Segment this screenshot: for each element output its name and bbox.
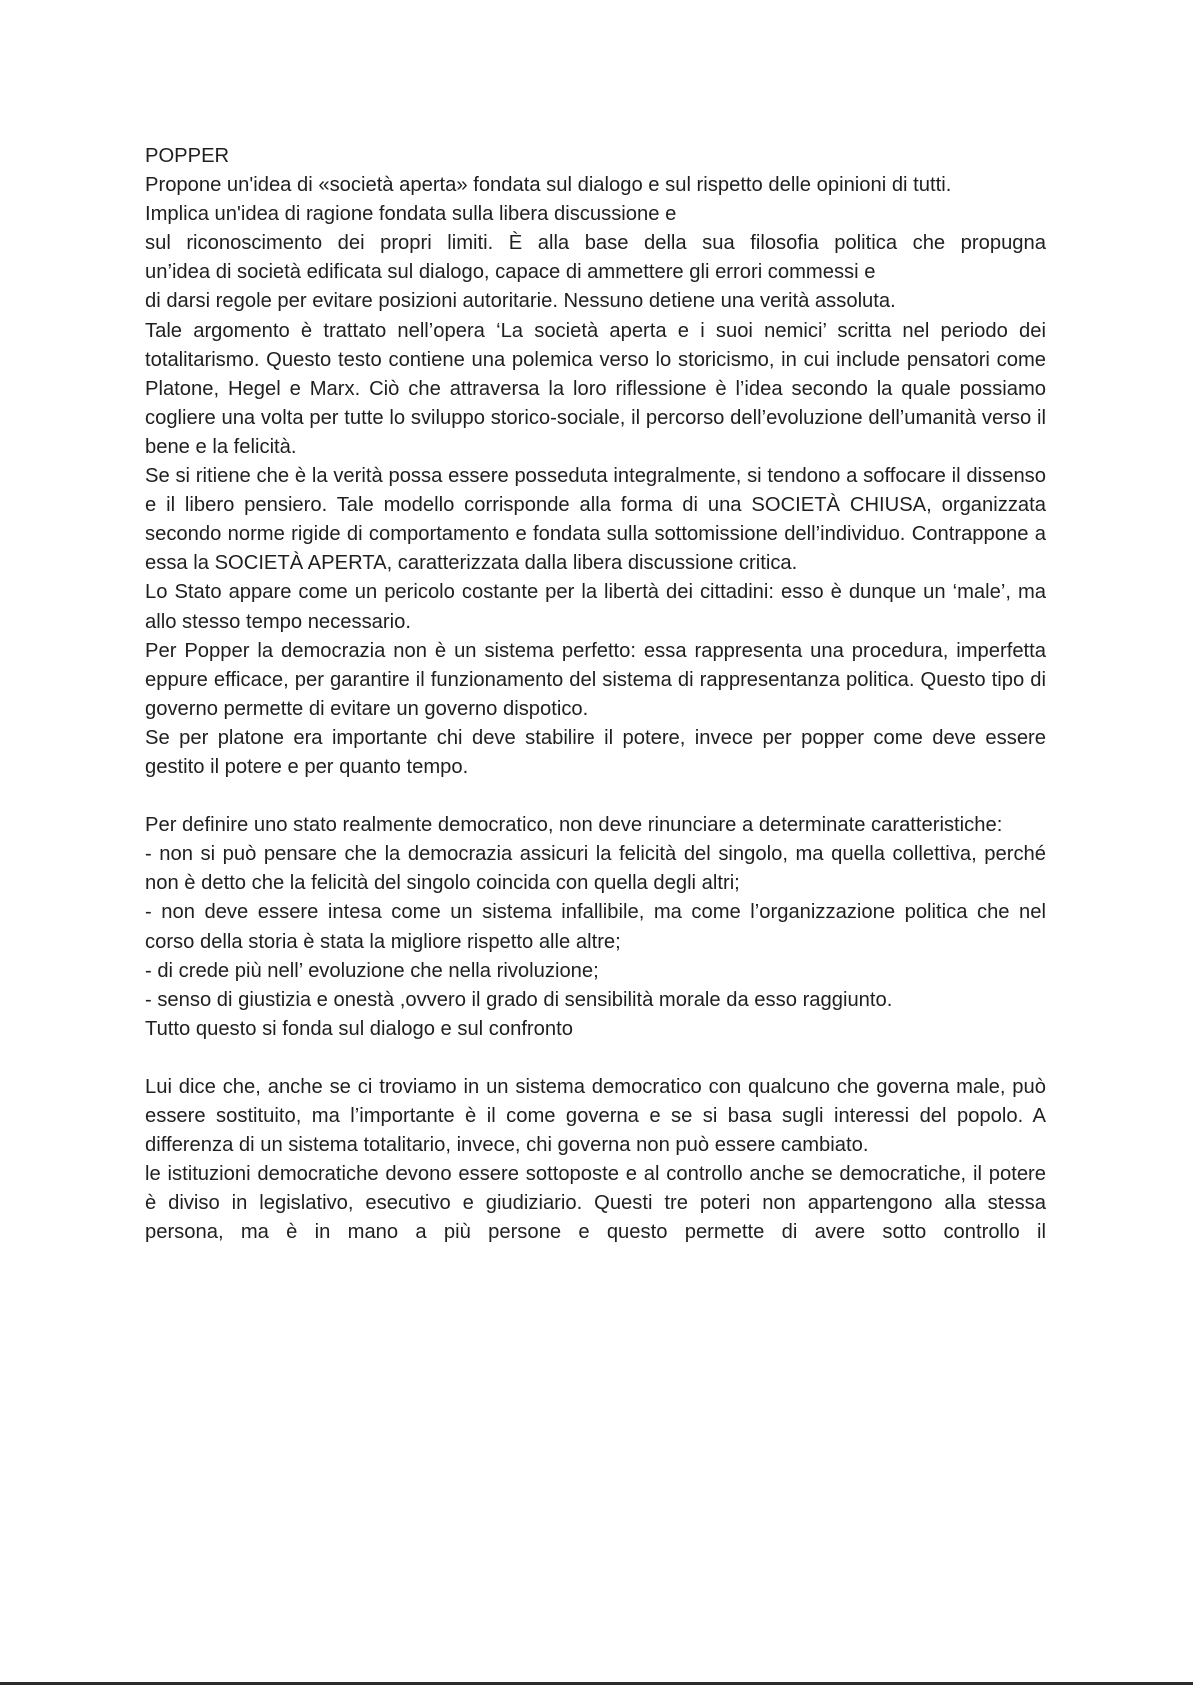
intro-line-3: sul riconoscimento dei propri limiti. È alla base della sua filosofia politica che propugna [145,232,1046,255]
paragraph-replacement: Lui dice che, anche se ci troviamo in un sistema democratico con qualcuno che governa male, può essere sostituito, ma l’importante è il come governa e se si basa sugli interessi del popolo. A differenza di un sistema totalitario, invece, chi governa non può essere cambiato. [145,1076,1046,1157]
document-title: POPPER [145,145,230,167]
list-item-evolution: - di crede più nell’ evoluzione che nella rivoluzione; [145,959,599,982]
paragraph-gap [145,1044,1046,1073]
paragraph-closed-society: Se si ritiene che è la verità possa essere posseduta integralmente, si tendono a soffocare il dissenso e il libero pensiero. Tale modello corrisponde alla forma di una SOCIETÀ CHIUSA, organizzata secondo norme rigide di comportamento e fondata sulla sottomissione dell’individuo. Contrappone a essa la SOCIETÀ APERTA, caratterizzata dalla libera discussione critica. [145,465,1046,575]
paragraph-institutions: le istituzioni democratiche devono essere sottoposte e al controllo anche se democratiche, il potere è diviso in legislativo, esecutivo e giudiziario. Questi tre poteri non appartengono alla stessa persona, ma è in mano a più persone e questo permette di avere sotto controllo il [145,1163,1046,1244]
paragraph-power: Se per platone era importante chi deve stabilire il potere, invece per popper come deve essere gestito il potere e per quanto tempo. [145,726,1046,778]
paragraph-state: Lo Stato appare come un pericolo costante per la libertà dei cittadini: esso è dunque un ‘male’, ma allo stesso tempo necessario. [145,581,1046,633]
list-item-happiness: - non si può pensare che la democrazia assicuri la felicità del singolo, ma quella collettiva, perché non è detto che la felicità del singolo coincida con quella degli altri; [145,843,1046,895]
paragraph-open-society-work: Tale argomento è trattato nell’opera ‘La società aperta e i suoi nemici’ scritta nel periodo dei totalitarismo. Questo testo contiene una polemica verso lo storicismo, in cui include pensatori come Platone, Hegel e Marx. Ciò che attraversa la loro riflessione è l’idea secondo la quale possiamo cogliere una volta per tutte lo sviluppo storico-sociale, il percorso dell’evoluzione dell’umanità verso il bene e la felicità. [145,319,1046,458]
paragraph-gap [145,782,1046,811]
list-item-justice: - senso di giustizia e onestà ,ovvero il grado di sensibilità morale da esso raggiunto. [145,988,893,1011]
paragraph-democracy: Per Popper la democrazia non è un sistema perfetto: essa rappresenta una procedura, imperfetta eppure efficace, per garantire il funzionamento del sistema di rappresentanza politica. Questo tipo di governo permette di evitare un governo dispotico. [145,639,1046,720]
intro-line-2: Implica un'idea di ragione fondata sulla libera discussione e [145,203,677,226]
intro-line-4: un’idea di società edificata sul dialogo, capace di ammettere gli errori commessi e [145,261,876,284]
list-item-infallible: - non deve essere intesa come un sistema infallibile, ma come l’organizzazione politica che nel corso della storia è stata la migliore rispetto alle altre; [145,901,1046,953]
intro-line-5: di darsi regole per evitare posizioni autoritarie. Nessuno detiene una verità assoluta. [145,290,896,313]
paragraph-characteristics: Per definire uno stato realmente democratico, non deve rinunciare a determinate caratteristiche: [145,814,1003,837]
intro-line-1: Propone un'idea di «società aperta» fondata sul dialogo e sul rispetto delle opinioni di tutti. [145,174,952,197]
document-body [145,142,1046,1248]
paragraph-dialogue: Tutto questo si fonda sul dialogo e sul confronto [145,1017,573,1040]
